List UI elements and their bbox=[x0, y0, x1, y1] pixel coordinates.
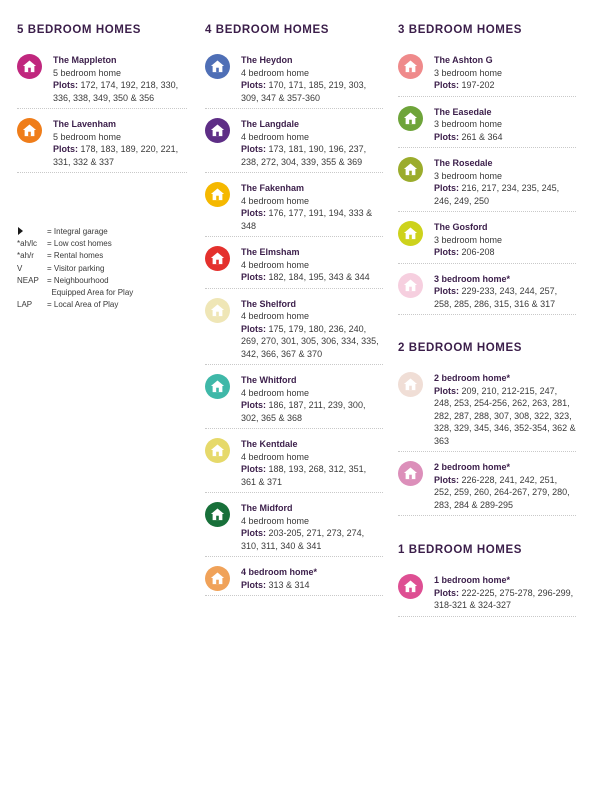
house-icon bbox=[205, 502, 230, 527]
plots-value: 313 & 314 bbox=[268, 579, 310, 590]
home-entry bbox=[205, 298, 383, 366]
legend-row bbox=[17, 250, 197, 262]
legend bbox=[17, 226, 197, 311]
plots-label: Plots: bbox=[241, 80, 267, 90]
home-name: 2 bedroom home* bbox=[434, 462, 511, 472]
house-icon bbox=[17, 118, 42, 143]
plots-label: Plots: bbox=[241, 144, 267, 154]
home-name: The Fakenham bbox=[241, 183, 305, 193]
section-2-bedroom bbox=[398, 342, 576, 525]
legend-desc: = Integral garage bbox=[47, 227, 108, 236]
house-icon bbox=[205, 182, 230, 207]
plots-value: 186, 187, 211, 239, 300, 302, 365 & 368 bbox=[241, 400, 366, 423]
house-icon bbox=[205, 246, 230, 271]
home-entry bbox=[398, 372, 576, 452]
home-entry bbox=[205, 118, 383, 173]
home-plots bbox=[434, 79, 576, 92]
home-plots bbox=[53, 143, 187, 168]
legend-desc: = Low cost homes bbox=[47, 239, 112, 249]
plots-label: Plots: bbox=[241, 528, 267, 538]
plots-value: 222-225, 275-278, 296-299, 318-321 & 324-327 bbox=[434, 587, 574, 610]
plots-value: 175, 179, 180, 236, 240, 269, 270, 301, 305, 306, 334, 335, 342, 366, 367 & 370 bbox=[241, 323, 379, 359]
plots-value: 206-208 bbox=[461, 247, 495, 257]
plots-label: Plots: bbox=[53, 80, 79, 90]
home-list bbox=[398, 54, 576, 315]
legend-desc: = Neighbourhood bbox=[47, 275, 109, 285]
section-3-bedroom bbox=[398, 24, 576, 324]
home-type: 3 bedroom home bbox=[434, 67, 503, 78]
legend-key: V bbox=[17, 263, 23, 273]
home-type: 5 bedroom home bbox=[53, 131, 122, 142]
legend-row bbox=[17, 287, 197, 299]
plots-value: 261 & 364 bbox=[461, 131, 503, 142]
legend-desc: = Visitor parking bbox=[47, 263, 105, 273]
home-name: The Rosedale bbox=[434, 158, 493, 168]
section-heading: 1 BEDROOM HOMES bbox=[398, 544, 523, 556]
home-type: 4 bedroom home bbox=[241, 311, 310, 321]
house-icon bbox=[205, 438, 230, 463]
home-name: The Easedale bbox=[434, 106, 492, 117]
home-plots bbox=[241, 79, 383, 104]
plots-value: 226-228, 241, 242, 251, 252, 259, 260, 264-267, 279, 280, 283, 284 & 289-295 bbox=[434, 474, 570, 510]
home-type: 3 bedroom home bbox=[434, 170, 503, 181]
home-entry bbox=[398, 54, 576, 97]
legend-row bbox=[17, 238, 197, 250]
home-entry bbox=[398, 106, 576, 149]
legend-row bbox=[17, 299, 197, 311]
plots-label: Plots: bbox=[434, 247, 460, 257]
legend-row bbox=[17, 275, 197, 287]
home-name: The Gosford bbox=[434, 222, 488, 232]
legend-row bbox=[17, 263, 197, 275]
triangle-icon bbox=[18, 227, 23, 235]
home-plots bbox=[241, 207, 383, 232]
plots-value: 216, 217, 234, 235, 245, 246, 249, 250 bbox=[434, 183, 560, 206]
home-entry bbox=[17, 118, 187, 173]
section-1-bedroom bbox=[398, 544, 576, 626]
home-name: The Lavenham bbox=[53, 119, 117, 129]
house-icon bbox=[398, 106, 423, 131]
home-entry bbox=[398, 273, 576, 316]
home-name: The Mappleton bbox=[53, 55, 117, 65]
house-icon bbox=[398, 574, 423, 599]
house-icon bbox=[398, 221, 423, 246]
house-icon bbox=[205, 374, 230, 399]
legend-desc: = Local Area of Play bbox=[47, 300, 119, 310]
home-name: The Elmsham bbox=[241, 247, 300, 257]
home-type: 4 bedroom home bbox=[241, 387, 310, 398]
house-icon bbox=[205, 566, 230, 591]
home-entry bbox=[205, 502, 383, 557]
plots-value: 173, 181, 190, 196, 237, 238, 272, 304, 339, 355 & 369 bbox=[241, 144, 367, 167]
house-icon bbox=[205, 54, 230, 79]
home-entry bbox=[398, 221, 576, 264]
plots-value: 203-205, 271, 273, 274, 310, 311, 340 & 341 bbox=[241, 528, 365, 551]
house-icon bbox=[205, 298, 230, 323]
section-heading: 4 BEDROOM HOMES bbox=[205, 24, 330, 36]
home-type: 4 bedroom home bbox=[241, 131, 310, 142]
home-list bbox=[205, 54, 383, 596]
home-name: The Langdale bbox=[241, 119, 300, 129]
house-icon bbox=[205, 118, 230, 143]
home-plots bbox=[434, 131, 576, 144]
plots-label: Plots: bbox=[434, 587, 460, 598]
section-4-bedroom bbox=[205, 24, 383, 605]
home-name: 4 bedroom home* bbox=[241, 567, 318, 577]
home-plots bbox=[434, 474, 576, 512]
home-entry bbox=[398, 461, 576, 516]
home-type: 5 bedroom home bbox=[53, 67, 122, 78]
home-name: The Shelford bbox=[241, 298, 297, 309]
plots-label: Plots: bbox=[434, 474, 460, 485]
home-type: 3 bedroom home bbox=[434, 119, 503, 129]
legend-key bbox=[17, 226, 47, 238]
plots-label: Plots: bbox=[241, 272, 267, 282]
home-type: 4 bedroom home bbox=[241, 67, 310, 78]
plots-value: 176, 177, 191, 194, 333 & 348 bbox=[241, 208, 373, 231]
home-entry bbox=[205, 374, 383, 429]
home-plots bbox=[241, 323, 383, 361]
section-heading: 5 BEDROOM HOMES bbox=[17, 24, 142, 36]
home-entry bbox=[205, 566, 383, 596]
legend-key: LAP bbox=[17, 300, 33, 310]
home-type: 4 bedroom home bbox=[241, 259, 310, 270]
plots-label: Plots: bbox=[53, 144, 79, 154]
home-plots bbox=[241, 463, 383, 488]
home-type: 4 bedroom home bbox=[241, 195, 310, 206]
house-icon bbox=[17, 54, 42, 79]
plots-value: 209, 210, 212-215, 247, 248, 253, 254-256, 262, 263, 281, 282, 287, 288, 307, 308, 322, 323, 328, 329, 345, 346, 352-354, 362 & 363 bbox=[434, 385, 576, 446]
plots-label: Plots: bbox=[241, 579, 267, 590]
home-type: 3 bedroom home bbox=[434, 234, 503, 245]
home-entry bbox=[398, 574, 576, 617]
section-5-bedroom bbox=[17, 24, 187, 182]
home-plots bbox=[241, 271, 383, 284]
plots-label: Plots: bbox=[241, 323, 267, 334]
plots-value: 229-233, 243, 244, 257, 258, 285, 286, 315, 316 & 317 bbox=[434, 286, 558, 309]
section-heading: 3 BEDROOM HOMES bbox=[398, 24, 523, 36]
section-heading: 2 BEDROOM HOMES bbox=[398, 342, 523, 354]
plots-label: Plots: bbox=[241, 208, 267, 218]
plots-value: 182, 184, 195, 343 & 344 bbox=[268, 272, 370, 282]
home-name: The Heydon bbox=[241, 55, 293, 65]
home-name: 2 bedroom home* bbox=[434, 373, 511, 383]
plots-label: Plots: bbox=[434, 183, 460, 193]
home-plots bbox=[434, 587, 576, 612]
legend-key: *ah/lc bbox=[17, 239, 38, 249]
home-name: The Whitford bbox=[241, 375, 297, 385]
plots-value: 188, 193, 268, 312, 351, 361 & 371 bbox=[241, 464, 367, 487]
plots-value: 172, 174, 192, 218, 330, 336, 338, 349, 350 & 356 bbox=[53, 80, 179, 103]
home-entry bbox=[205, 246, 383, 289]
legend-desc: = Rental homes bbox=[47, 251, 104, 261]
home-plots bbox=[241, 143, 383, 168]
plots-value: 170, 171, 185, 219, 303, 309, 347 & 357-360 bbox=[241, 80, 367, 103]
home-name: The Kentdale bbox=[241, 439, 298, 449]
home-plots bbox=[434, 246, 576, 259]
legend-row bbox=[17, 226, 197, 238]
plots-label: Plots: bbox=[434, 385, 460, 396]
home-name: The Midford bbox=[241, 503, 293, 513]
plots-label: Plots: bbox=[434, 80, 460, 90]
plots-label: Plots: bbox=[241, 400, 267, 410]
house-icon bbox=[398, 157, 423, 182]
home-list bbox=[398, 372, 576, 516]
house-icon bbox=[398, 54, 423, 79]
home-plots bbox=[241, 579, 383, 592]
house-icon bbox=[398, 372, 423, 397]
home-list bbox=[398, 574, 576, 617]
home-list bbox=[17, 54, 187, 173]
home-plots bbox=[53, 79, 187, 104]
house-icon bbox=[398, 273, 423, 298]
home-type: 4 bedroom home bbox=[241, 515, 310, 526]
plots-label: Plots: bbox=[434, 286, 460, 296]
home-plots bbox=[434, 285, 576, 310]
legend-key: *ah/r bbox=[17, 251, 34, 261]
home-plots bbox=[434, 182, 576, 207]
plots-label: Plots: bbox=[434, 131, 460, 142]
legend-desc: Equipped Area for Play bbox=[47, 288, 134, 298]
home-entry bbox=[17, 54, 187, 109]
home-plots bbox=[434, 385, 576, 448]
home-entry bbox=[205, 438, 383, 493]
plots-label: Plots: bbox=[241, 464, 267, 474]
house-icon bbox=[398, 461, 423, 486]
legend-key bbox=[17, 287, 47, 299]
home-name: 3 bedroom home* bbox=[434, 273, 511, 284]
legend-key: NEAP bbox=[17, 275, 39, 285]
home-entry bbox=[398, 157, 576, 212]
home-entry bbox=[205, 54, 383, 109]
home-plots bbox=[241, 399, 383, 424]
home-plots bbox=[241, 527, 383, 552]
home-type: 4 bedroom home bbox=[241, 451, 310, 462]
plots-value: 178, 183, 189, 220, 221, 331, 332 & 337 bbox=[53, 144, 179, 167]
home-name: 1 bedroom home* bbox=[434, 575, 511, 585]
home-name: The Ashton G bbox=[434, 55, 493, 65]
plots-value: 197-202 bbox=[461, 80, 495, 90]
home-entry bbox=[205, 182, 383, 237]
